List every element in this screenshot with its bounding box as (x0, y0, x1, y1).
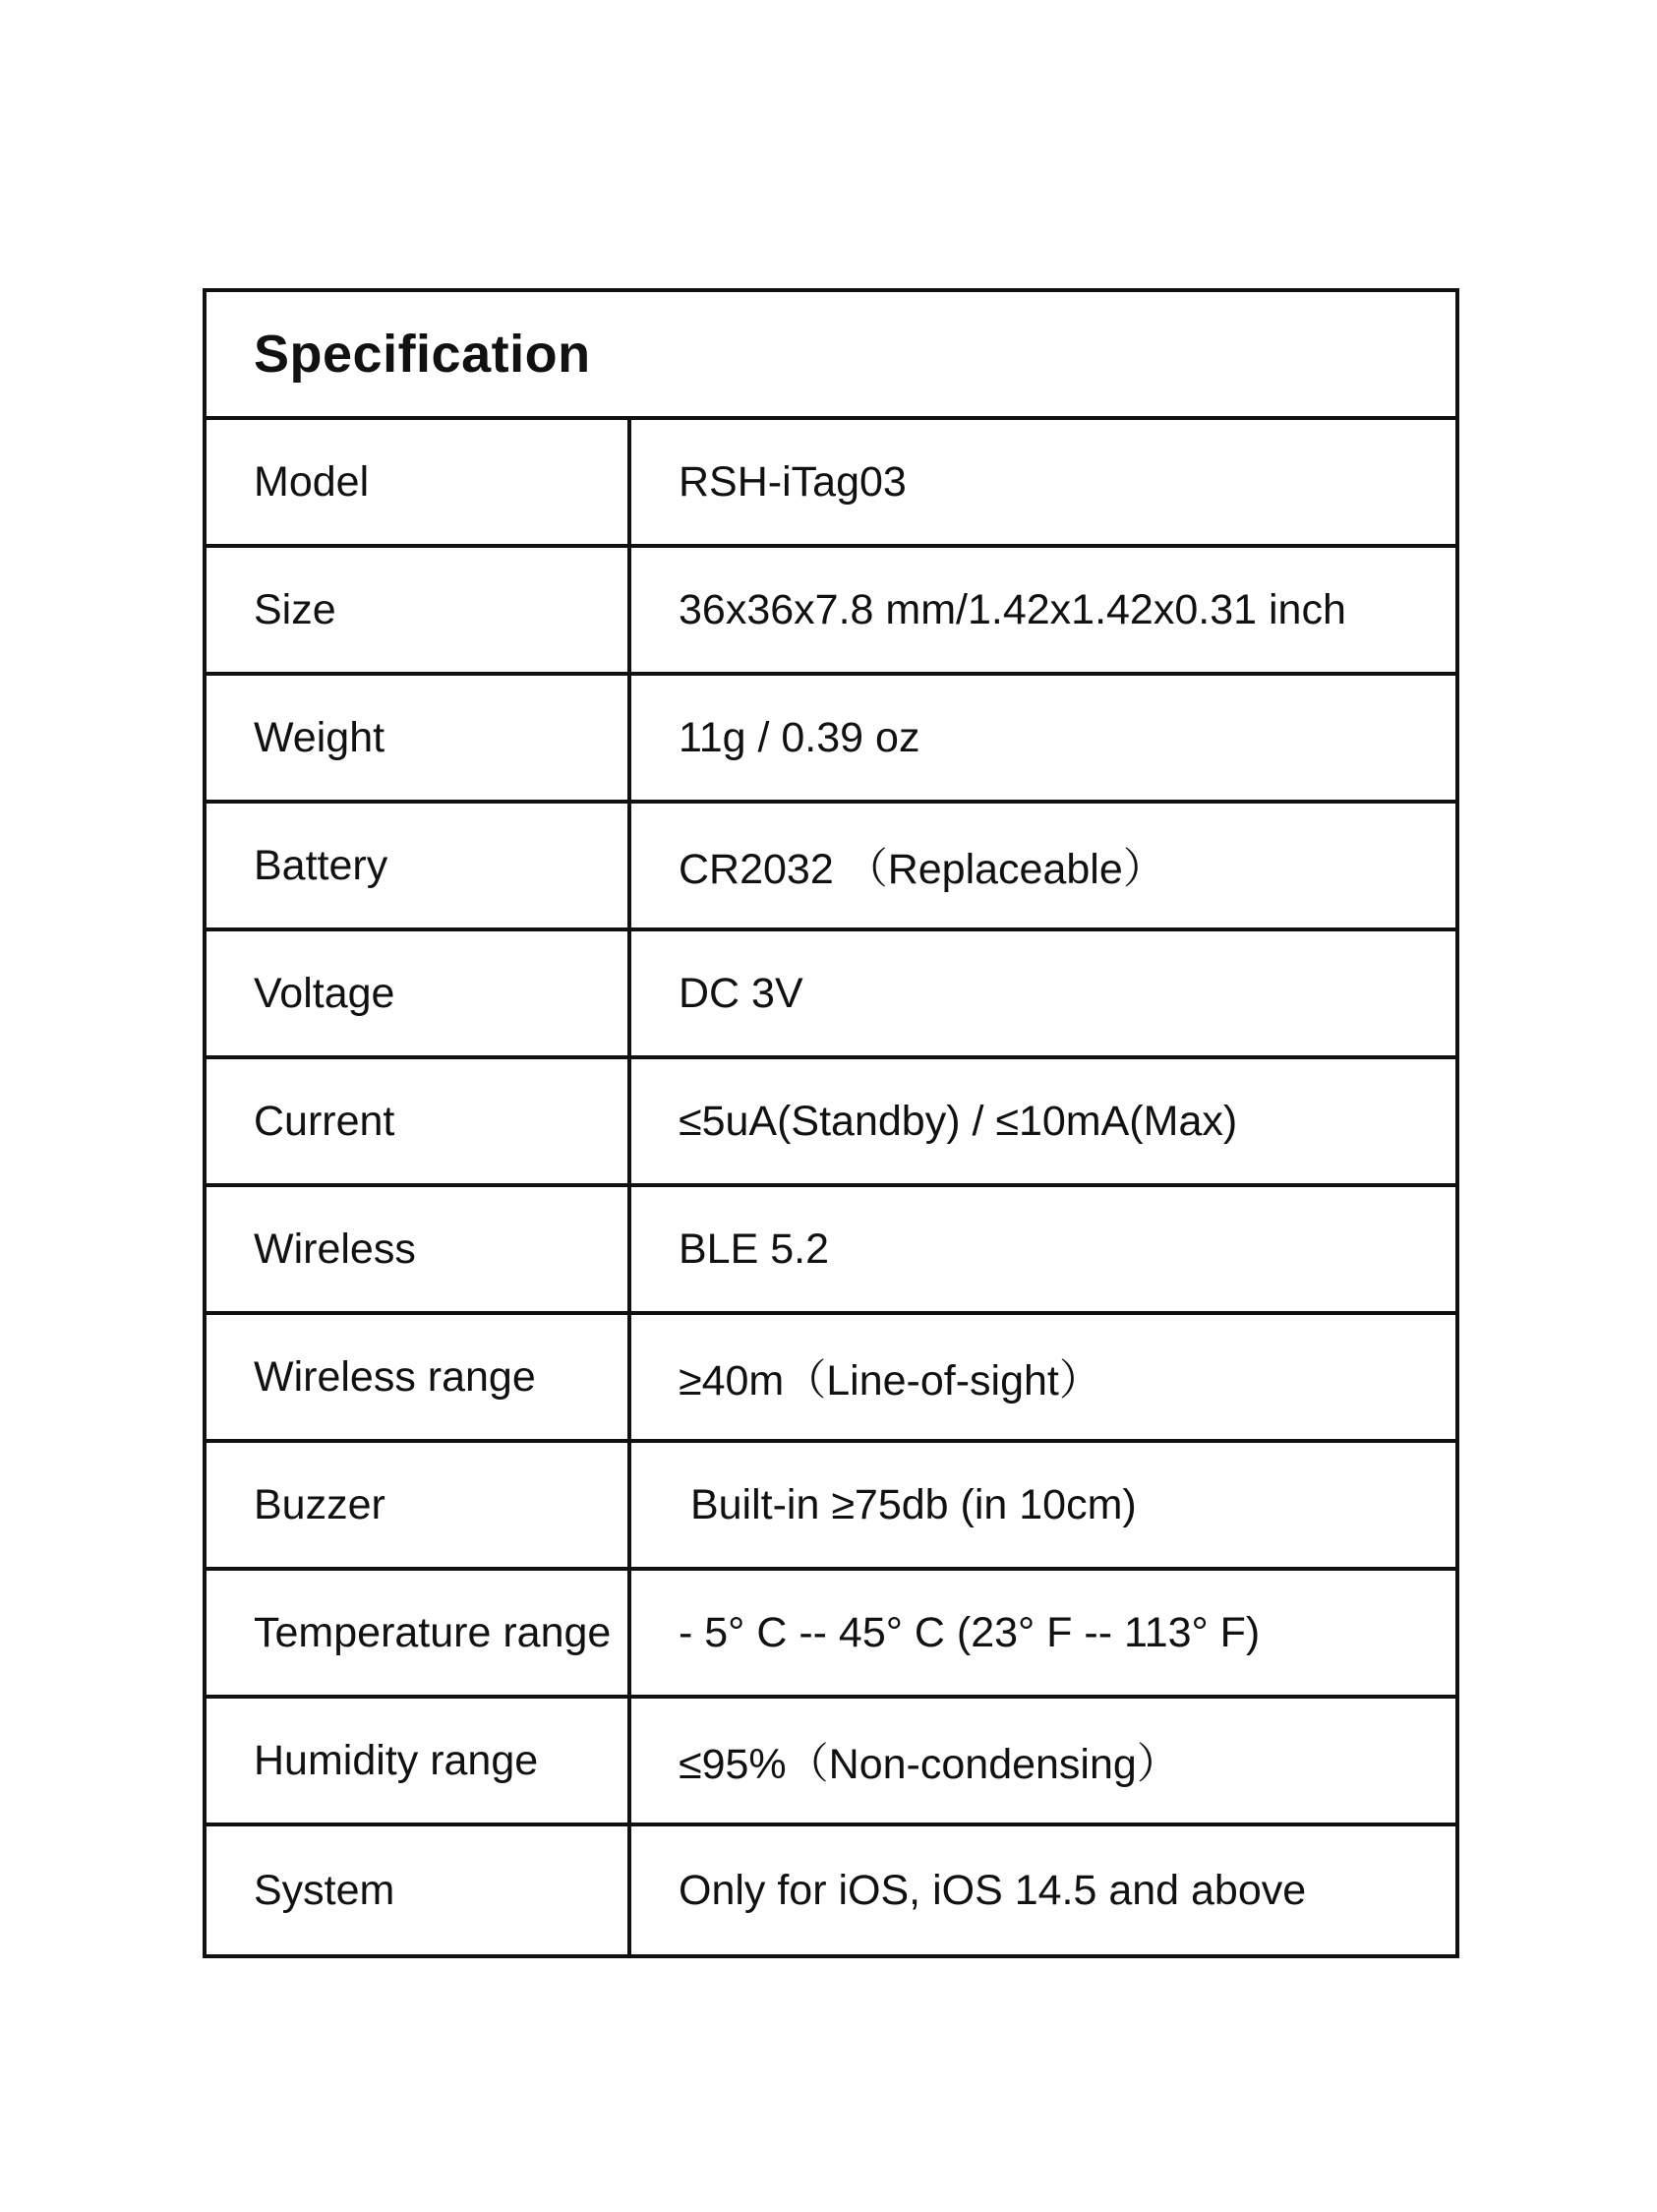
spec-row-weight (207, 676, 1455, 804)
spec-value: BLE 5.2 (679, 1225, 829, 1273)
table-header (207, 292, 1455, 420)
spec-row-wireless (207, 1187, 1455, 1315)
spec-label: Battery (207, 804, 631, 927)
spec-row-voltage (207, 931, 1455, 1059)
spec-row-system (207, 1826, 1455, 1954)
spec-label: System (207, 1826, 631, 1954)
spec-row-wireless-range (207, 1315, 1455, 1443)
spec-row-humidity-range (207, 1699, 1455, 1826)
spec-value: - 5° C -- 45° C (23° F -- 113° F) (679, 1608, 1261, 1656)
spec-value: ≥40m（Line-of-sight） (679, 1356, 1101, 1405)
spec-value: DC 3V (679, 969, 803, 1017)
spec-value: 11g / 0.39 oz (679, 713, 920, 761)
spec-label: Humidity range (207, 1699, 631, 1823)
spec-value: Only for iOS, iOS 14.5 and above (679, 1866, 1307, 1914)
spec-label: Size (207, 548, 631, 672)
spec-row-buzzer (207, 1443, 1455, 1571)
spec-value: ≤95%（Non-condensing） (679, 1740, 1179, 1788)
spec-value: ≤5uA(Standby) / ≤10mA(Max) (679, 1097, 1238, 1145)
table-title: Specification (254, 325, 591, 384)
specification-table (203, 288, 1459, 1958)
spec-row-size (207, 548, 1455, 676)
spec-value: Built-in ≥75db (in 10cm) (679, 1480, 1137, 1528)
spec-label: Wireless (207, 1187, 631, 1311)
spec-label: Model (207, 420, 631, 544)
spec-value: CR2032 （Replaceable） (679, 845, 1165, 893)
spec-row-battery (207, 804, 1455, 931)
spec-value: 36x36x7.8 mm/1.42x1.42x0.31 inch (679, 585, 1346, 633)
spec-row-model (207, 420, 1455, 548)
spec-label: Wireless range (207, 1315, 631, 1439)
spec-label: Weight (207, 676, 631, 800)
spec-label: Buzzer (207, 1443, 631, 1567)
spec-value: RSH-iTag03 (679, 457, 907, 506)
spec-label: Voltage (207, 931, 631, 1055)
spec-label: Temperature range (207, 1571, 631, 1695)
spec-row-temperature-range (207, 1571, 1455, 1699)
spec-label: Current (207, 1059, 631, 1183)
spec-row-current (207, 1059, 1455, 1187)
